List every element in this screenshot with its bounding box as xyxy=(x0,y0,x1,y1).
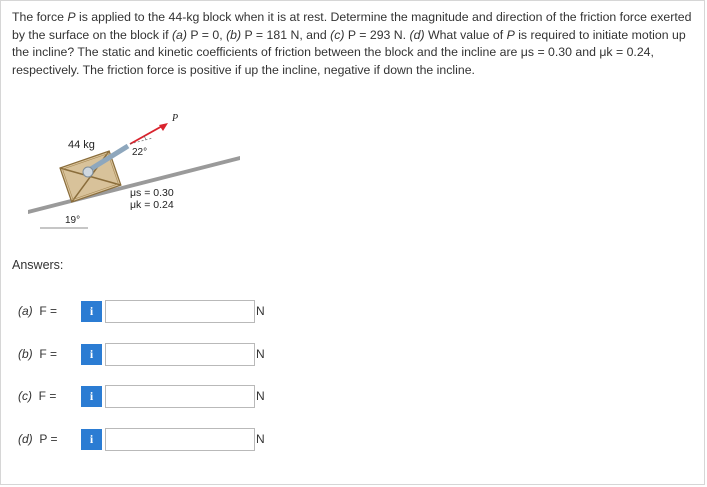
info-icon[interactable]: i xyxy=(81,301,102,322)
answer-row-c xyxy=(18,385,478,409)
force-angle-label: 22° xyxy=(132,147,148,158)
problem-part-label: (c) xyxy=(330,27,345,42)
mass-label: 44 kg xyxy=(68,139,95,151)
info-icon[interactable]: i xyxy=(81,429,102,450)
info-icon[interactable]: i xyxy=(81,386,102,407)
incline-figure xyxy=(18,108,248,233)
force-label: P xyxy=(172,113,179,124)
problem-var: P xyxy=(506,27,515,42)
force-arrow xyxy=(130,125,164,144)
problem-statement xyxy=(12,9,702,79)
info-icon[interactable]: i xyxy=(81,344,102,365)
answer-input-d[interactable] xyxy=(105,428,255,451)
problem-text: is required to initiate motion up the incline? The static and kinetic coefficients of friction between the block and the incline are μs = 0.30 and μk = 0.24, respectively. The friction force is positive if up the incline, negative if down the incline. xyxy=(12,27,686,77)
problem-text: What value of xyxy=(424,27,507,42)
problem-text: P = 181 N, and xyxy=(241,27,331,42)
unit-label: N xyxy=(256,389,265,403)
problem-text: P = 293 N. xyxy=(344,27,410,42)
mu-s-label: μs = 0.30 xyxy=(130,187,174,199)
incline-angle-label: 19° xyxy=(65,215,81,226)
problem-var: P xyxy=(67,10,76,24)
answer-label: (c) F = xyxy=(18,389,57,403)
answer-input-b[interactable] xyxy=(105,343,255,366)
answer-label: (b) F = xyxy=(18,347,58,361)
problem-text: The force xyxy=(12,10,68,24)
answers-heading: Answers: xyxy=(12,258,64,272)
answer-label: (a) F = xyxy=(18,304,58,318)
problem-text: P = 0, xyxy=(186,27,227,42)
problem-part-label: (b) xyxy=(226,27,242,42)
force-arrowhead xyxy=(159,123,168,131)
problem-part-label: (a) xyxy=(171,27,187,42)
unit-label: N xyxy=(256,304,265,318)
answer-row-a xyxy=(18,300,478,324)
handle-pin xyxy=(83,167,93,177)
unit-label: N xyxy=(256,432,265,446)
problem-text: is applied to the 44-kg block when it is at rest. Determine the magnitude and direction of the friction force exerted by the surface on the block if xyxy=(12,10,692,42)
unit-label: N xyxy=(256,347,265,361)
answer-row-d xyxy=(18,428,478,452)
mu-k-label: μk = 0.24 xyxy=(130,199,174,211)
answer-input-c[interactable] xyxy=(105,385,255,408)
problem-part-label: (d) xyxy=(409,27,425,42)
answer-input-a[interactable] xyxy=(105,300,255,323)
answer-label: (d) P = xyxy=(18,432,58,446)
answer-row-b xyxy=(18,343,478,367)
